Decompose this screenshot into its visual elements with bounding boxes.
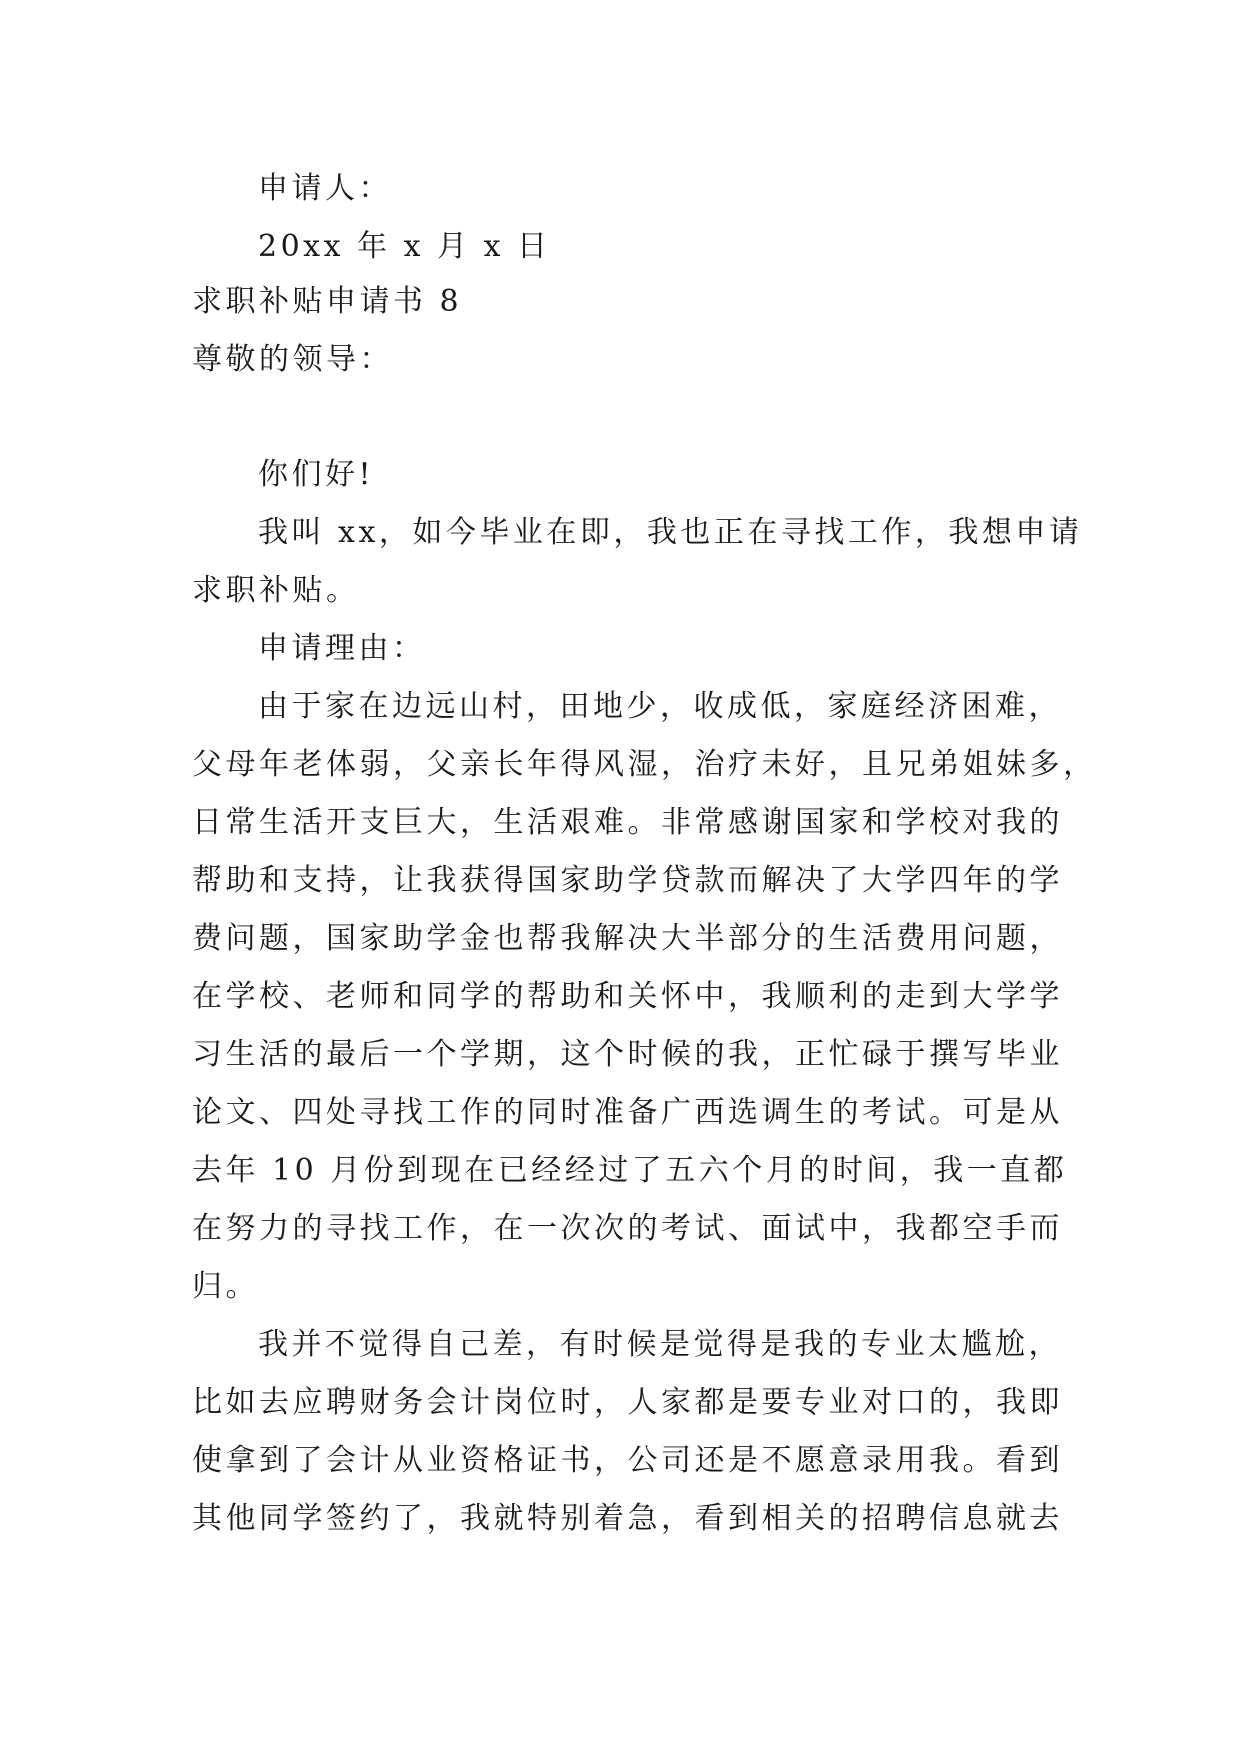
document-title: 求职补贴申请书 8 <box>192 284 463 319</box>
paragraph-1-line: 归。 <box>192 1269 259 1304</box>
greeting: 你们好! <box>258 457 375 492</box>
paragraph-2-line: 其他同学签约了，我就特别着急，看到相关的招聘信息就去 <box>192 1501 1063 1536</box>
paragraph-1-line: 父母年老体弱，父亲长年得风湿，治疗未好，且兄弟姐妹多， <box>192 747 1097 782</box>
paragraph-1-line: 在学校、老师和同学的帮助和关怀中，我顺利的走到大学学 <box>192 979 1063 1014</box>
intro-line: 求职补贴。 <box>192 573 360 608</box>
paragraph-1-line: 论文、四处寻找工作的同时准备广西选调生的考试。可是从 <box>192 1095 1063 1130</box>
paragraph-1-line: 日常生活开支巨大，生活艰难。非常感谢国家和学校对我的 <box>192 805 1063 840</box>
paragraph-1-line: 去年 10 月份到现在已经经过了五六个月的时间，我一直都 <box>192 1153 1068 1188</box>
intro-line: 我叫 xx，如今毕业在即，我也正在寻找工作，我想申请 <box>258 515 1083 550</box>
applicant-label: 申请人： <box>258 171 392 206</box>
paragraph-1-line: 帮助和支持，让我获得国家助学贷款而解决了大学四年的学 <box>192 863 1063 898</box>
paragraph-2-line: 使拿到了会计从业资格证书，公司还是不愿意录用我。看到 <box>192 1443 1063 1478</box>
paragraph-2-line: 比如去应聘财务会计岗位时，人家都是要专业对口的，我即 <box>192 1385 1063 1420</box>
date-line: 20xx 年 x 月 x 日 <box>258 229 551 264</box>
salutation: 尊敬的领导： <box>192 342 393 377</box>
paragraph-1-line: 由于家在边远山村，田地少，收成低，家庭经济困难， <box>258 689 1062 724</box>
paragraph-1-line: 费问题，国家助学金也帮我解决大半部分的生活费用问题， <box>192 921 1063 956</box>
paragraph-1-line: 习生活的最后一个学期，这个时候的我，正忙碌于撰写毕业 <box>192 1037 1063 1072</box>
paragraph-2-line: 我并不觉得自己差，有时候是觉得是我的专业太尴尬， <box>258 1327 1062 1362</box>
paragraph-1-line: 在努力的寻找工作，在一次次的考试、面试中，我都空手而 <box>192 1211 1063 1246</box>
reason-heading: 申请理由： <box>258 631 426 666</box>
